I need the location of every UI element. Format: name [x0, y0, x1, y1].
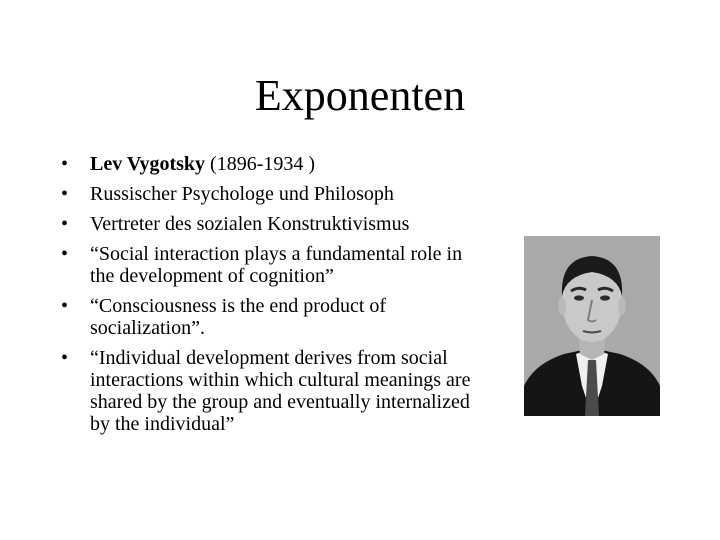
bullet-text: Russischer Psychologe und Philosoph — [90, 183, 394, 205]
bullet-glyph: • — [61, 347, 69, 369]
bullet-item — [58, 213, 490, 235]
bullet-text: (1896-1934 ) — [205, 153, 316, 175]
bullet-item — [58, 347, 490, 435]
bullet-glyph: • — [61, 183, 69, 205]
bullet-glyph: • — [61, 243, 69, 265]
bullet-text: “Individual development derives from social interactions within which cultural meanings are shared by the group and eventually internalized by the individual” — [90, 347, 471, 435]
bullet-text: Vertreter des sozialen Konstruktivismus — [90, 213, 410, 235]
bullet-glyph: • — [61, 295, 69, 317]
slide-title: Exponenten — [254, 71, 466, 120]
bullet-item — [58, 153, 490, 175]
bullet-text: “Consciousness is the end product of socialization”. — [90, 295, 387, 339]
portrait-photo-icon — [524, 236, 660, 416]
bullet-bold-text: Lev Vygotsky — [90, 153, 206, 175]
bullet-glyph: • — [61, 153, 69, 175]
bullet-list — [58, 153, 490, 443]
bullet-text: “Social interaction plays a fundamental role in the development of cognition” — [90, 243, 463, 287]
bullet-glyph: • — [61, 213, 69, 235]
bullet-item — [58, 295, 490, 339]
bullet-item — [58, 183, 490, 205]
bullet-item — [58, 243, 490, 287]
